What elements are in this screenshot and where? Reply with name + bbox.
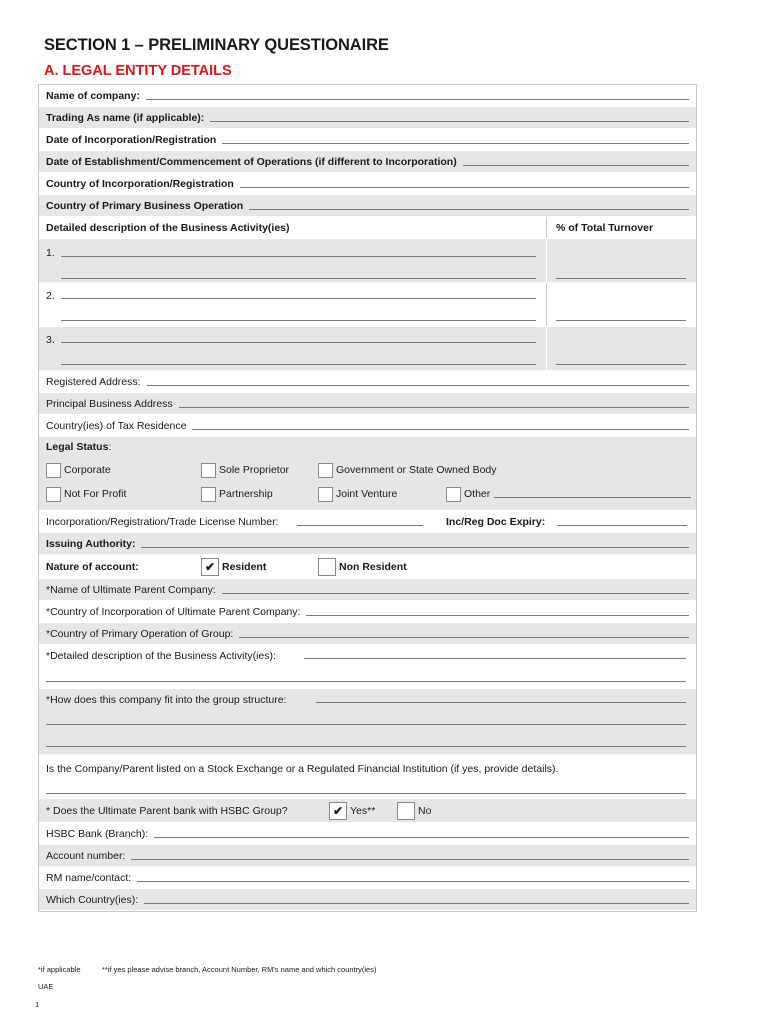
establishment-date-field[interactable] <box>463 165 689 166</box>
activity-row-2 <box>39 283 696 327</box>
activity-1-line-1[interactable] <box>61 256 536 257</box>
hsbc-yes-option[interactable]: ✔ Yes** <box>329 799 375 822</box>
footnote-if-applicable: *if applicable <box>38 965 81 974</box>
parent-country-incorporation-field[interactable] <box>306 615 689 616</box>
nature-of-account-row <box>39 555 696 579</box>
license-expiry-label: Inc/Reg Doc Expiry: <box>446 515 546 528</box>
government-checkbox[interactable] <box>318 463 333 478</box>
activity-2-line-1[interactable] <box>61 298 536 299</box>
establishment-date-row <box>39 151 696 173</box>
turnover-header: % of Total Turnover <box>556 221 654 234</box>
parent-country-incorporation-label: *Country of Incorporation of Ultimate Parent Company: <box>46 605 301 618</box>
license-expiry-field[interactable] <box>557 525 687 526</box>
company-name-label: Name of company: <box>46 89 140 102</box>
hsbc-branch-field[interactable] <box>154 837 689 838</box>
region-label: UAE <box>38 982 54 991</box>
stock-exchange-label: Is the Company/Parent listed on a Stock Exchange or a Regulated Financial Institution (if yes, provide details). <box>46 763 559 775</box>
resident-checkbox[interactable]: ✔ <box>201 558 219 576</box>
hsbc-no-option[interactable]: No <box>397 799 431 822</box>
trading-as-field[interactable] <box>210 121 689 122</box>
country-incorporation-field[interactable] <box>240 187 689 188</box>
corporate-checkbox[interactable] <box>46 463 61 478</box>
hsbc-branch-row <box>39 823 696 845</box>
activity-number-1: 1. <box>46 247 55 259</box>
tax-residence-field[interactable] <box>192 429 689 430</box>
option-not-for-profit[interactable]: Not For Profit <box>46 485 126 503</box>
account-number-field[interactable] <box>131 859 689 860</box>
country-primary-operation-label: Country of Primary Business Operation <box>46 199 244 212</box>
not-for-profit-checkbox[interactable] <box>46 487 61 502</box>
activity-number-2: 2. <box>46 290 55 302</box>
registered-address-field[interactable] <box>147 385 689 386</box>
establishment-date-label: Date of Establishment/Commencement of Operations (if different to Incorporation) <box>46 155 457 168</box>
group-structure-row <box>39 689 696 755</box>
group-structure-label: *How does this company fit into the group structure: <box>46 694 287 706</box>
group-primary-operation-row <box>39 623 696 645</box>
activity-1-line-2[interactable] <box>61 278 536 279</box>
registered-address-label: Registered Address: <box>46 375 141 388</box>
nature-of-account-label: Nature of account: <box>46 560 139 573</box>
resident-option[interactable]: ✔ Resident <box>201 555 266 578</box>
which-countries-row <box>39 889 696 911</box>
parent-name-field[interactable] <box>222 593 689 594</box>
non-resident-checkbox[interactable] <box>318 558 336 576</box>
hsbc-question-label: * Does the Ultimate Parent bank with HSBC Group? <box>46 804 288 817</box>
which-countries-field[interactable] <box>144 903 689 904</box>
hsbc-branch-label: HSBC Bank (Branch): <box>46 827 149 840</box>
activity-number-3: 3. <box>46 334 55 346</box>
country-incorporation-label: Country of Incorporation/Registration <box>46 177 234 190</box>
issuing-authority-field[interactable] <box>141 547 689 548</box>
registered-address-row <box>39 371 696 393</box>
turnover-3-field[interactable] <box>556 364 686 365</box>
activity-header-row <box>39 217 696 239</box>
company-name-field[interactable] <box>146 99 689 100</box>
option-other[interactable]: Other <box>446 485 691 503</box>
group-primary-operation-field[interactable] <box>239 637 689 638</box>
legal-entity-form <box>38 84 697 912</box>
parent-activity-line-2[interactable] <box>46 681 686 682</box>
activity-2-line-2[interactable] <box>61 320 536 321</box>
group-structure-line-1[interactable] <box>316 702 686 703</box>
stock-exchange-line[interactable] <box>46 793 686 794</box>
rm-contact-label: RM name/contact: <box>46 871 132 884</box>
principal-address-field[interactable] <box>179 407 689 408</box>
group-primary-operation-label: *Country of Primary Operation of Group: <box>46 627 234 640</box>
activity-desc-header: Detailed description of the Business Activity(ies) <box>46 221 290 234</box>
parent-activity-line-1[interactable] <box>304 658 686 659</box>
non-resident-option[interactable]: Non Resident <box>318 555 407 578</box>
sole-proprietor-checkbox[interactable] <box>201 463 216 478</box>
activity-row-1 <box>39 239 696 283</box>
option-corporate[interactable]: Corporate <box>46 461 111 479</box>
activity-row-3 <box>39 327 696 371</box>
trading-as-label: Trading As name (if applicable): <box>46 111 205 124</box>
legal-status-section: Legal Status: Corporate Sole Proprietor Government or State Owned Body Not For Profit Partnership Joint Venture Other <box>39 437 696 511</box>
turnover-1-field[interactable] <box>556 278 686 279</box>
section-title: SECTION 1 – PRELIMINARY QUESTIONAIRE <box>44 36 389 54</box>
country-primary-operation-row <box>39 195 696 217</box>
license-number-label: Incorporation/Registration/Trade License Number: <box>46 515 279 528</box>
issuing-authority-row <box>39 533 696 555</box>
other-checkbox[interactable] <box>446 487 461 502</box>
option-partnership[interactable]: Partnership <box>201 485 273 503</box>
parent-name-row <box>39 579 696 601</box>
parent-name-label: *Name of Ultimate Parent Company: <box>46 583 216 596</box>
page-number: 1 <box>35 1000 40 1009</box>
parent-activity-row <box>39 645 696 689</box>
activity-3-line-1[interactable] <box>61 342 536 343</box>
issuing-authority-label: Issuing Authority: <box>46 537 136 550</box>
hsbc-question-row <box>39 799 696 823</box>
trading-as-row <box>39 107 696 129</box>
incorporation-date-field[interactable] <box>222 143 689 144</box>
joint-venture-checkbox[interactable] <box>318 487 333 502</box>
group-structure-line-2[interactable] <box>46 724 686 725</box>
hsbc-yes-checkbox[interactable]: ✔ <box>329 802 347 820</box>
rm-contact-field[interactable] <box>137 881 689 882</box>
option-government[interactable]: Government or State Owned Body <box>318 461 497 479</box>
principal-address-label: Principal Business Address <box>46 397 173 410</box>
group-structure-line-3[interactable] <box>46 746 686 747</box>
subsection-title: A. LEGAL ENTITY DETAILS <box>44 63 232 79</box>
account-number-row <box>39 845 696 867</box>
license-number-field[interactable] <box>297 525 423 526</box>
account-number-label: Account number: <box>46 849 126 862</box>
other-field[interactable] <box>494 497 691 498</box>
which-countries-label: Which Country(ies): <box>46 893 139 906</box>
hsbc-no-checkbox[interactable] <box>397 802 415 820</box>
turnover-2-field[interactable] <box>556 320 686 321</box>
tax-residence-row <box>39 415 696 437</box>
tax-residence-label: Country(ies) of Tax Residence <box>46 419 187 432</box>
license-row <box>39 511 696 533</box>
rm-contact-row <box>39 867 696 889</box>
footnote-yes-advise: **if yes please advise branch, Account Number, RM's name and which country(ies) <box>102 965 377 974</box>
incorporation-date-label: Date of Incorporation/Registration <box>46 133 217 146</box>
parent-activity-label: *Detailed description of the Business Activity(ies): <box>46 650 276 662</box>
legal-status-label: Legal Status <box>46 441 109 453</box>
partnership-checkbox[interactable] <box>201 487 216 502</box>
option-joint-venture[interactable]: Joint Venture <box>318 485 397 503</box>
incorporation-date-row <box>39 129 696 151</box>
stock-exchange-row <box>39 755 696 799</box>
activity-3-line-2[interactable] <box>61 364 536 365</box>
option-sole-proprietor[interactable]: Sole Proprietor <box>201 461 289 479</box>
company-name-row <box>39 85 696 107</box>
country-incorporation-row <box>39 173 696 195</box>
principal-address-row <box>39 393 696 415</box>
parent-country-incorporation-row <box>39 601 696 623</box>
country-primary-operation-field[interactable] <box>249 209 689 210</box>
